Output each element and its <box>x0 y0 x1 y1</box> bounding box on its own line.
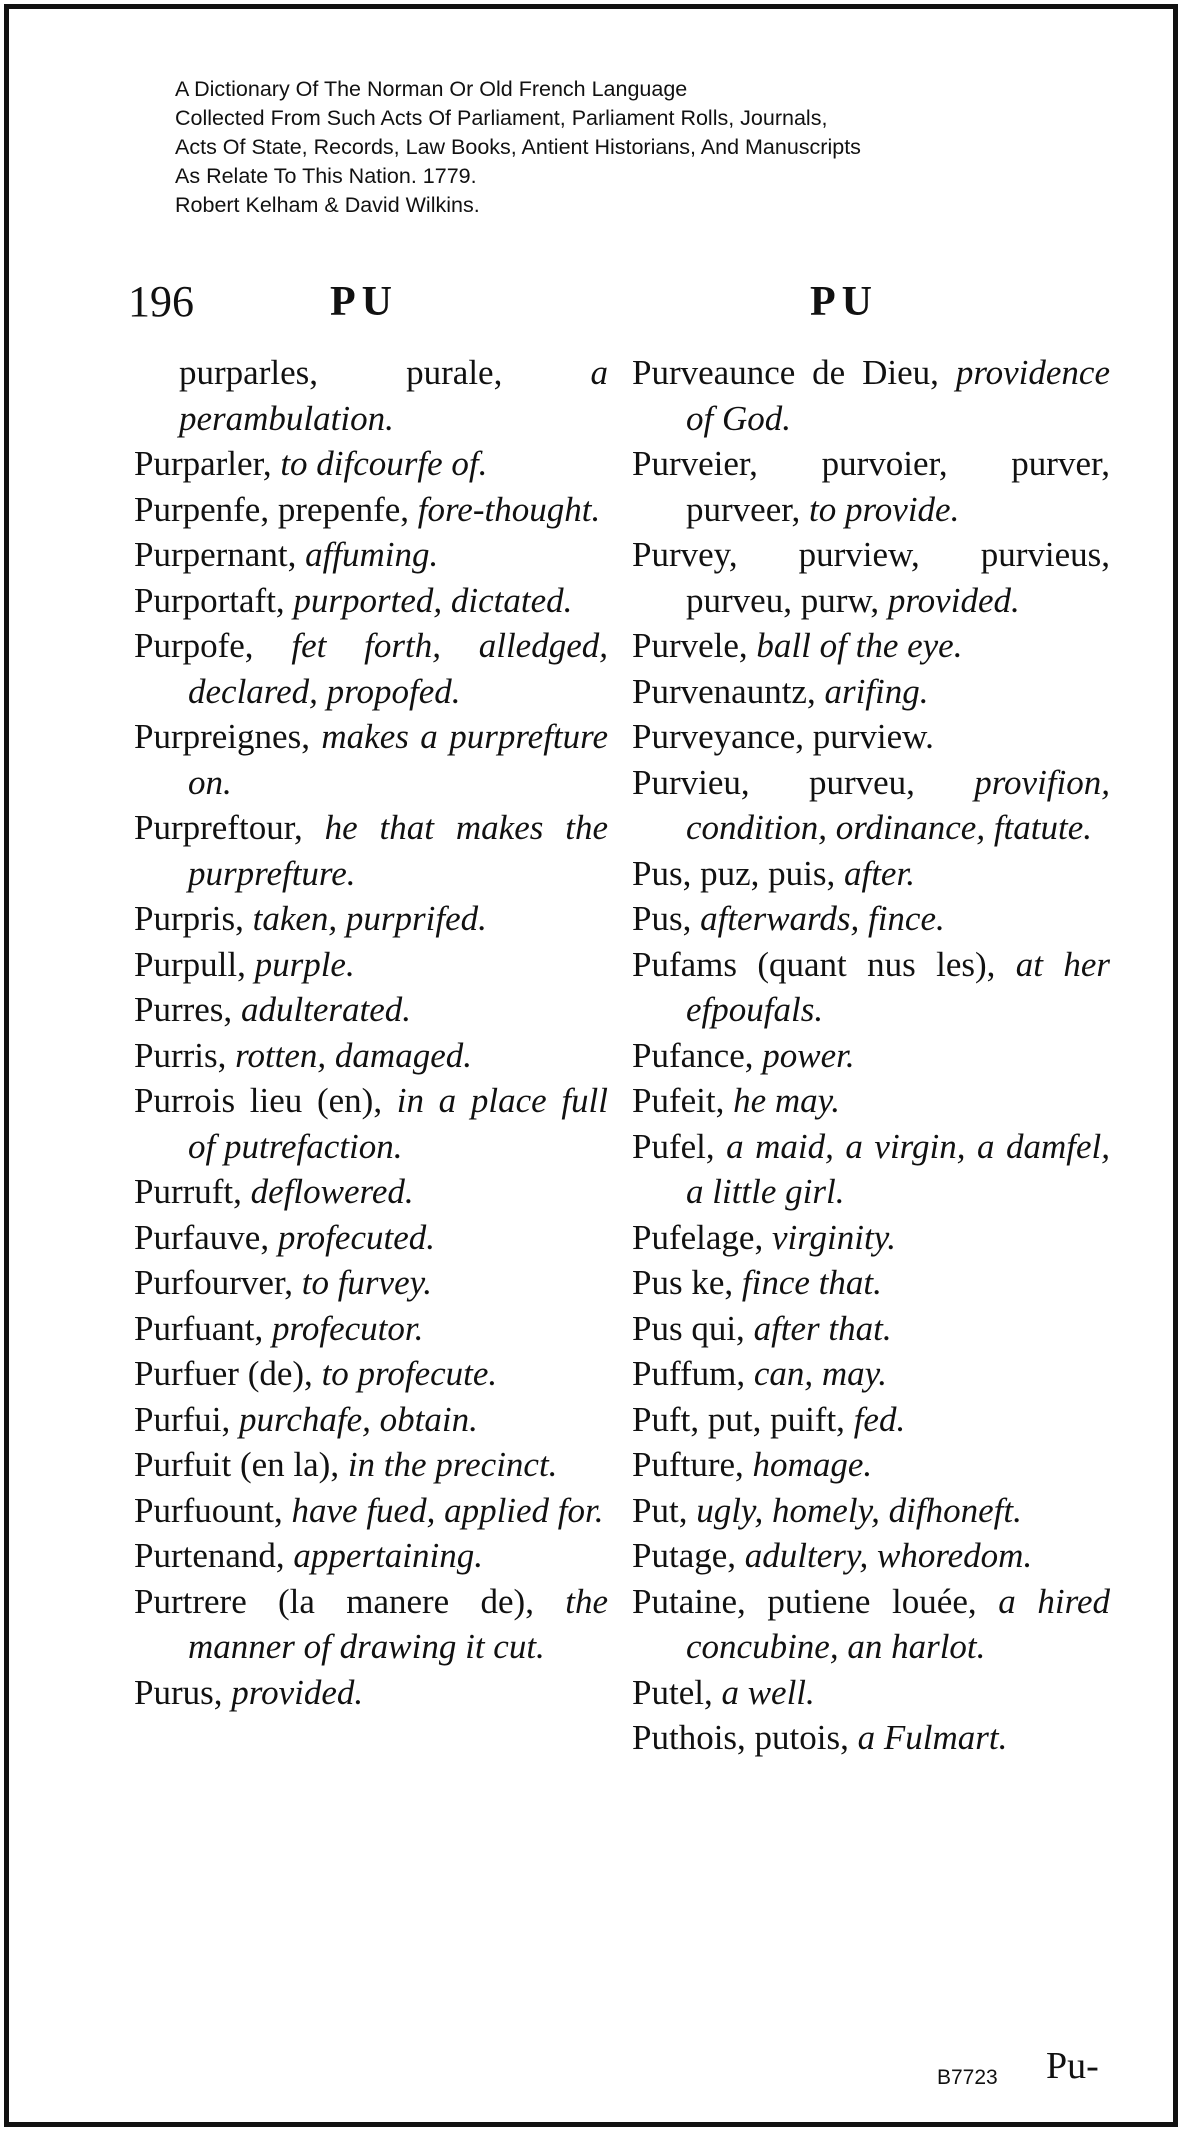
dictionary-entry <box>134 714 608 805</box>
entry-definition: a well. <box>721 1672 815 1712</box>
entry-headword: Purvieu, purveu, <box>632 762 915 802</box>
entry-definition: purchafe, obtain. <box>239 1399 478 1439</box>
entry-definition: purple. <box>254 944 355 984</box>
entry-definition: profecutor. <box>272 1308 424 1348</box>
right-running-head: PU <box>810 279 878 325</box>
entry-headword: Puft, put, puift, <box>632 1399 845 1439</box>
dictionary-entry <box>134 1442 608 1488</box>
dictionary-entry <box>134 1260 608 1306</box>
dictionary-entry <box>632 1078 1110 1124</box>
entry-definition: a hired concubine, an harlot. <box>686 1581 1110 1666</box>
header-line: Acts Of State, Records, Law Books, Antient Historians, And Manuscripts <box>175 135 861 159</box>
dictionary-entry <box>134 805 608 896</box>
dictionary-entry <box>134 1670 608 1716</box>
entry-headword: Puffum, <box>632 1354 746 1393</box>
entry-definition: after that. <box>753 1308 892 1348</box>
dictionary-entry <box>632 1033 1110 1079</box>
dictionary-entry <box>134 1306 608 1352</box>
entry-headword: Purveaunce de Dieu, <box>632 353 939 392</box>
entry-definition: at her efpoufals. <box>686 944 1110 1029</box>
entry-headword: Purres, <box>134 990 233 1029</box>
dictionary-entry <box>134 623 608 714</box>
header-line: As Relate To This Nation. 1779. <box>175 164 477 188</box>
dictionary-entry <box>632 942 1110 1033</box>
catalog-header <box>175 75 861 220</box>
dictionary-entry <box>632 1488 1110 1534</box>
entry-headword: Purruft, <box>134 1172 242 1211</box>
entry-definition: adulterated. <box>240 990 412 1029</box>
dictionary-entry <box>632 1670 1110 1716</box>
entry-headword: Pufams (quant nus les), <box>632 944 996 984</box>
entry-headword: Purtrere (la manere de), <box>134 1581 534 1621</box>
entry-headword: Purpreftour, <box>134 808 303 847</box>
entry-headword: Pufture, <box>632 1445 744 1484</box>
entry-headword: Pufeit, <box>632 1081 725 1120</box>
entry-headword: Purpreignes, <box>134 717 310 756</box>
header-line: Collected From Such Acts Of Parliament, Parliament Rolls, Journals, <box>175 106 828 130</box>
entry-headword: Purtenand, <box>134 1536 285 1575</box>
entry-definition: adultery, whoredom. <box>744 1536 1033 1575</box>
left-running-head: PU <box>330 279 398 325</box>
entry-headword: Purvele, <box>632 626 748 665</box>
dictionary-entry <box>632 1215 1110 1261</box>
entry-definition: have fued, applied for. <box>291 1490 604 1530</box>
dictionary-entry <box>632 669 1110 715</box>
dictionary-entry <box>632 896 1110 942</box>
entry-definition: power. <box>762 1035 855 1075</box>
catalog-code: B7723 <box>937 2066 998 2089</box>
entry-headword: Pufelage, <box>632 1217 764 1257</box>
entry-definition: deflowered. <box>250 1172 414 1211</box>
dictionary-entry <box>632 350 1110 441</box>
dictionary-entry <box>632 623 1110 669</box>
entry-definition: to provide. <box>808 489 960 529</box>
entry-headword: Pufance, <box>632 1035 754 1075</box>
entry-definition: virginity. <box>771 1217 897 1257</box>
entry-headword: Purpenfe, prepenfe, <box>134 489 410 529</box>
dictionary-entry <box>134 1033 608 1079</box>
dictionary-entry <box>632 441 1110 532</box>
entry-definition: affuming. <box>305 535 439 574</box>
entry-definition: fet forth, alledged, declared, propofed. <box>188 626 609 711</box>
entry-headword: Put, <box>632 1490 688 1530</box>
entry-definition: he may. <box>733 1081 841 1120</box>
entry-definition: he that makes the purprefture. <box>188 808 609 893</box>
dictionary-entry <box>632 1124 1110 1215</box>
entry-headword: Pus qui, <box>632 1308 745 1348</box>
entry-definition: rotten, damaged. <box>235 1035 472 1075</box>
right-column <box>632 350 1110 1761</box>
entry-definition: ball of the eye. <box>756 626 963 665</box>
entry-definition: fince that. <box>741 1263 882 1302</box>
dictionary-entry <box>632 1260 1110 1306</box>
entry-definition: a maid, a virgin, a damfel, a little girl. <box>686 1126 1110 1211</box>
dictionary-entry <box>134 487 608 533</box>
entry-headword: Purfuer (de), <box>134 1354 313 1393</box>
entry-definition: taken, purprifed. <box>252 899 487 938</box>
entry-headword: Purrois lieu (en), <box>134 1081 383 1120</box>
header-line: Robert Kelham & David Wilkins. <box>175 193 480 217</box>
dictionary-entry <box>134 942 608 988</box>
entry-definition: provided. <box>887 580 1020 620</box>
dictionary-entry <box>134 350 608 441</box>
entry-definition: to profecute. <box>321 1354 498 1393</box>
entry-headword: Purfuount, <box>134 1490 283 1530</box>
dictionary-entry <box>134 532 608 578</box>
entry-headword: Purfuant, <box>134 1308 264 1348</box>
header-line: A Dictionary Of The Norman Or Old French Language <box>175 77 688 101</box>
dictionary-entry <box>134 896 608 942</box>
page-number: 196 <box>128 277 194 326</box>
entry-definition: to furvey. <box>301 1263 432 1302</box>
entry-headword: Purris, <box>134 1035 227 1075</box>
entry-definition: fore-thought. <box>417 489 601 529</box>
dictionary-entry <box>134 1078 608 1169</box>
dictionary-entry <box>134 1351 608 1397</box>
dictionary-entry <box>134 578 608 624</box>
entry-headword: Puthois, putois, <box>632 1718 849 1757</box>
entry-headword: Purpull, <box>134 944 246 984</box>
dictionary-entry <box>632 1579 1110 1670</box>
entry-definition: afterwards, fince. <box>700 899 945 938</box>
entry-definition: provifion, condition, ordinance, ftatute. <box>686 762 1110 847</box>
entry-headword: Purpofe, <box>134 626 254 665</box>
entry-definition: providence of God. <box>686 353 1110 438</box>
dictionary-entry <box>134 1533 608 1579</box>
entry-headword: Pus ke, <box>632 1263 734 1302</box>
entry-headword: Purpris, <box>134 899 244 938</box>
dictionary-entry <box>632 1351 1110 1397</box>
dictionary-entry <box>632 1306 1110 1352</box>
entry-definition: appertaining. <box>293 1536 483 1575</box>
dictionary-entry <box>134 1397 608 1443</box>
entry-definition: the manner of drawing it cut. <box>188 1581 609 1666</box>
entry-definition: purported, dictated. <box>293 580 573 620</box>
entry-headword: Purfui, <box>134 1399 231 1439</box>
entry-headword: Purpernant, <box>134 535 297 574</box>
entry-headword: Pus, <box>632 899 692 938</box>
entry-headword: Purportaft, <box>134 580 285 620</box>
entry-headword: Purparler, <box>134 444 272 483</box>
dictionary-entry <box>632 1397 1110 1443</box>
entry-headword: purparles, purale, <box>179 353 503 392</box>
entry-definition: a perambulation. <box>179 353 608 438</box>
dictionary-entry <box>134 1579 608 1670</box>
entry-headword: Putage, <box>632 1536 737 1575</box>
dictionary-entry <box>632 760 1110 851</box>
dictionary-entry <box>632 1715 1110 1761</box>
entry-headword: Pus, puz, puis, <box>632 853 836 893</box>
entry-definition: ugly, homely, difhoneft. <box>696 1490 1022 1530</box>
dictionary-entry <box>134 1488 608 1534</box>
entry-definition: fed. <box>853 1399 906 1439</box>
entry-definition: to difcourfe of. <box>280 444 488 483</box>
entry-headword: Purveier, purvoier, purver, purveer, <box>632 444 1110 529</box>
entry-definition: homage. <box>752 1445 873 1484</box>
dictionary-entry <box>632 532 1110 623</box>
entry-definition: in a place full of putrefaction. <box>188 1081 609 1166</box>
entry-headword: Purus, <box>134 1672 223 1712</box>
entry-headword: Purvey, purview, purvieus, purveu, purw, <box>632 535 1110 620</box>
entry-headword: Purveyance, purview. <box>632 717 934 756</box>
entry-definition: in the precinct. <box>347 1445 558 1484</box>
dictionary-entry <box>134 1169 608 1215</box>
entry-headword: Pufel, <box>632 1126 715 1166</box>
dictionary-entry <box>632 1442 1110 1488</box>
entry-definition: provided. <box>231 1672 364 1712</box>
entry-headword: Purfauve, <box>134 1217 270 1257</box>
entry-headword: Putaine, putiene louée, <box>632 1581 977 1621</box>
entry-headword: Purfourver, <box>134 1263 293 1302</box>
dictionary-entry <box>632 1533 1110 1579</box>
dictionary-entry <box>134 987 608 1033</box>
entry-definition: profecuted. <box>277 1217 435 1257</box>
dictionary-entry <box>134 441 608 487</box>
entry-definition: after. <box>843 853 915 893</box>
left-column <box>134 350 608 1715</box>
entry-definition: arifing. <box>824 671 929 711</box>
entry-headword: Putel, <box>632 1672 713 1712</box>
entry-definition: a Fulmart. <box>857 1718 1008 1757</box>
entry-definition: can, may. <box>753 1354 888 1393</box>
entry-definition: makes a purprefture on. <box>188 717 609 802</box>
dictionary-entry <box>632 714 1110 760</box>
entry-headword: Purvenauntz, <box>632 671 816 711</box>
catchword: Pu- <box>1046 2045 1099 2087</box>
dictionary-entry <box>632 851 1110 897</box>
dictionary-entry <box>134 1215 608 1261</box>
entry-headword: Purfuit (en la), <box>134 1445 340 1484</box>
